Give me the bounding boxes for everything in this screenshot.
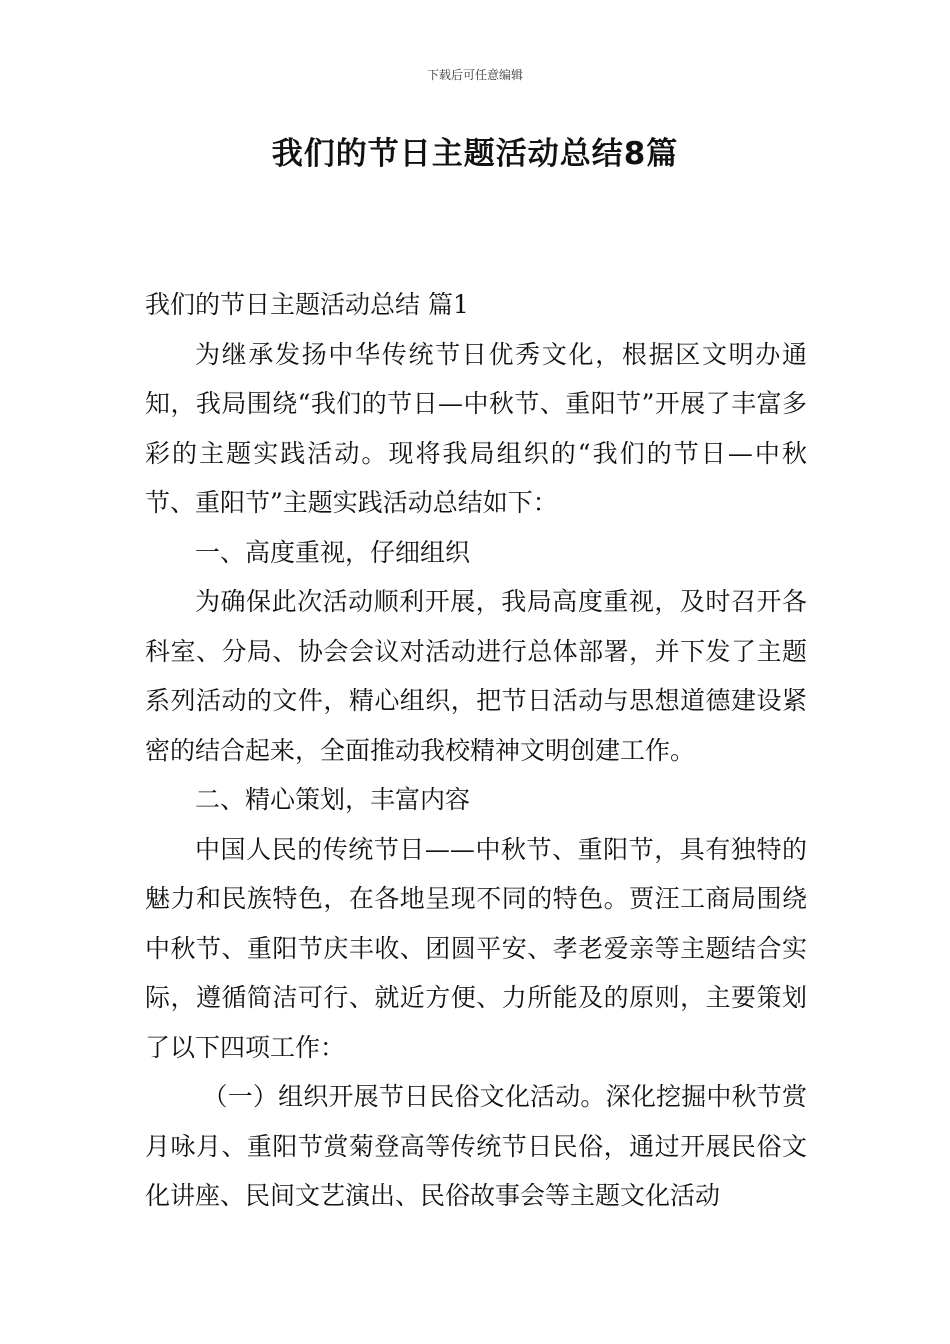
header-note: 下载后可任意编辑 — [426, 68, 523, 82]
body-paragraph: 为继承发扬中华传统节日优秀文化，根据区文明办通知，我局围绕“我们的节日—中秋节、重阳节”开展了丰富多彩的主题实践活动。现将我局组织的“我们的节日—中秋节、重阳节”主题实践活动总结如下： — [145, 339, 807, 517]
subheading: 二、精心策划，丰富内容 — [195, 785, 471, 814]
section-heading: 我们的节日主题活动总结 篇1 — [145, 290, 469, 319]
body-paragraph: （一）组织开展节日民俗文化活动。深化挖掘中秋节赏月咏月、重阳节赏菊登高等传统节日民俗，通过开展民俗文化讲座、民间文艺演出、民俗故事会等主题文化活动 — [145, 1082, 807, 1210]
document-title: 我们的节日主题活动总结8篇 — [271, 136, 679, 172]
document-body — [145, 280, 807, 1221]
body-paragraph: 为确保此次活动顺利开展，我局高度重视，及时召开各科室、分局、协会会议对活动进行总体部署，并下发了主题系列活动的文件，精心组织，把节日活动与思想道德建设紧密的结合起来，全面推动我校精神文明创建工作。 — [145, 587, 807, 765]
body-paragraph: 中国人民的传统节日——中秋节、重阳节，具有独特的魅力和民族特色，在各地呈现不同的特色。贾汪工商局围绕中秋节、重阳节庆丰收、团圆平安、孝老爱亲等主题结合实际，遵循简洁可行、就近方便、力所能及的原则，主要策划了以下四项工作： — [145, 834, 807, 1062]
subheading: 一、高度重视，仔细组织 — [195, 537, 471, 567]
